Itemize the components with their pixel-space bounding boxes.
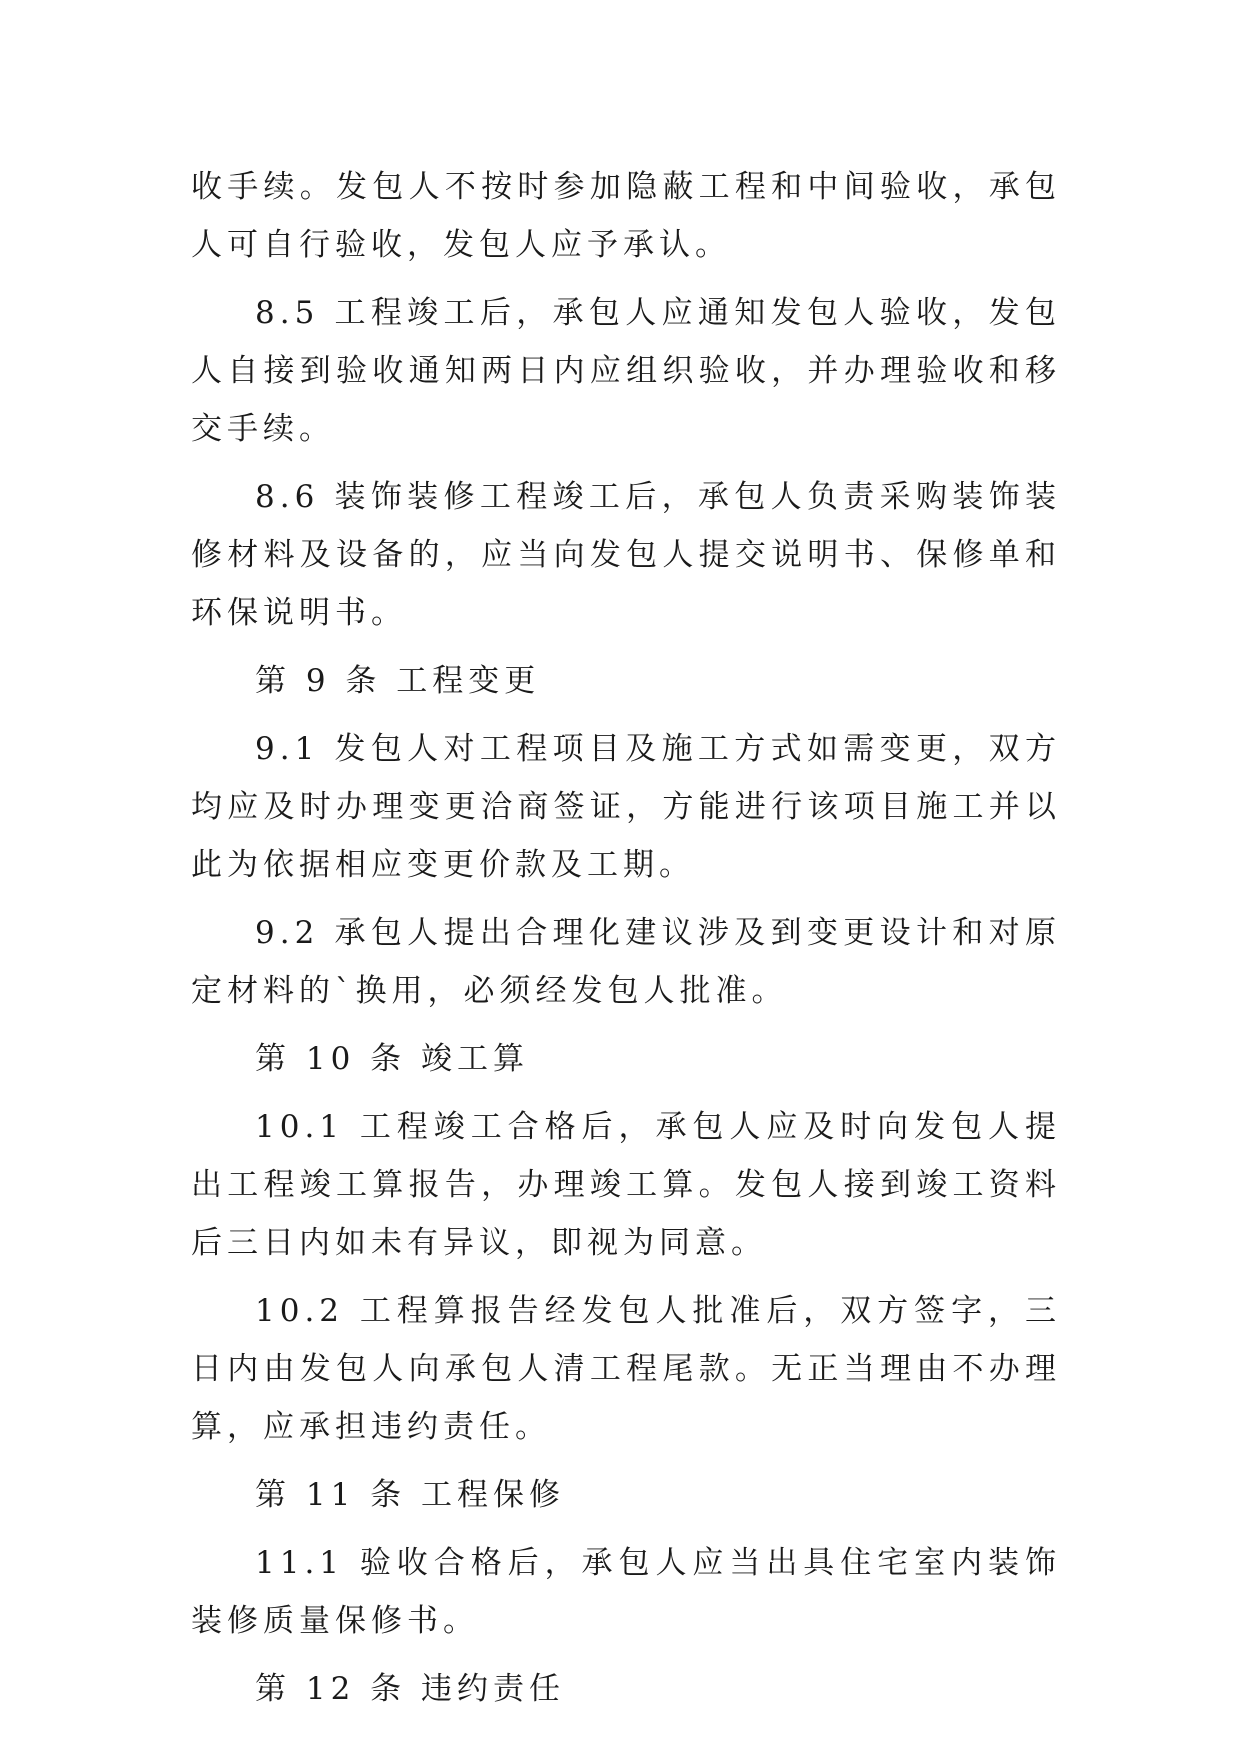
clause-9-1: 9.1 发包人对工程项目及施工方式如需变更，双方均应及时办理变更洽商签证，方能进行该项目施工并以此为依据相应变更价款及工期。 [191,731,1061,883]
paragraph-continuation: 收手续。发包人不按时参加隐蔽工程和中间验收，承包人可自行验收，发包人应予承认。 [191,169,1061,263]
document-body [191,158,1061,1728]
clause-10-1: 10.1 工程竣工合格后，承包人应及时向发包人提出工程竣工算报告，办理竣工算。发包人接到竣工资料后三日内如未有异议，即视为同意。 [191,1109,1061,1261]
clause-8-6: 8.6 装饰装修工程竣工后，承包人负责采购装饰装修材料及设备的，应当向发包人提交说明书、保修单和环保说明书。 [191,479,1061,631]
clause-10-2: 10.2 工程算报告经发包人批准后，双方签字，三日内由发包人向承包人清工程尾款。无正当理由不办理算，应承担违约责任。 [191,1293,1061,1445]
clause-8-5: 8.5 工程竣工后，承包人应通知发包人验收，发包人自接到验收通知两日内应组织验收，并办理验收和移交手续。 [191,295,1061,447]
article-10-heading: 第 10 条 竣工算 [255,1041,530,1077]
clause-9-2: 9.2 承包人提出合理化建议涉及到变更设计和对原定材料的`换用，必须经发包人批准。 [191,915,1061,1009]
article-12-heading: 第 12 条 违约责任 [255,1671,566,1707]
clause-11-1: 11.1 验收合格后，承包人应当出具住宅室内装饰装修质量保修书。 [191,1545,1061,1639]
article-9-heading: 第 9 条 工程变更 [255,663,541,699]
article-11-heading: 第 11 条 工程保修 [255,1477,566,1513]
